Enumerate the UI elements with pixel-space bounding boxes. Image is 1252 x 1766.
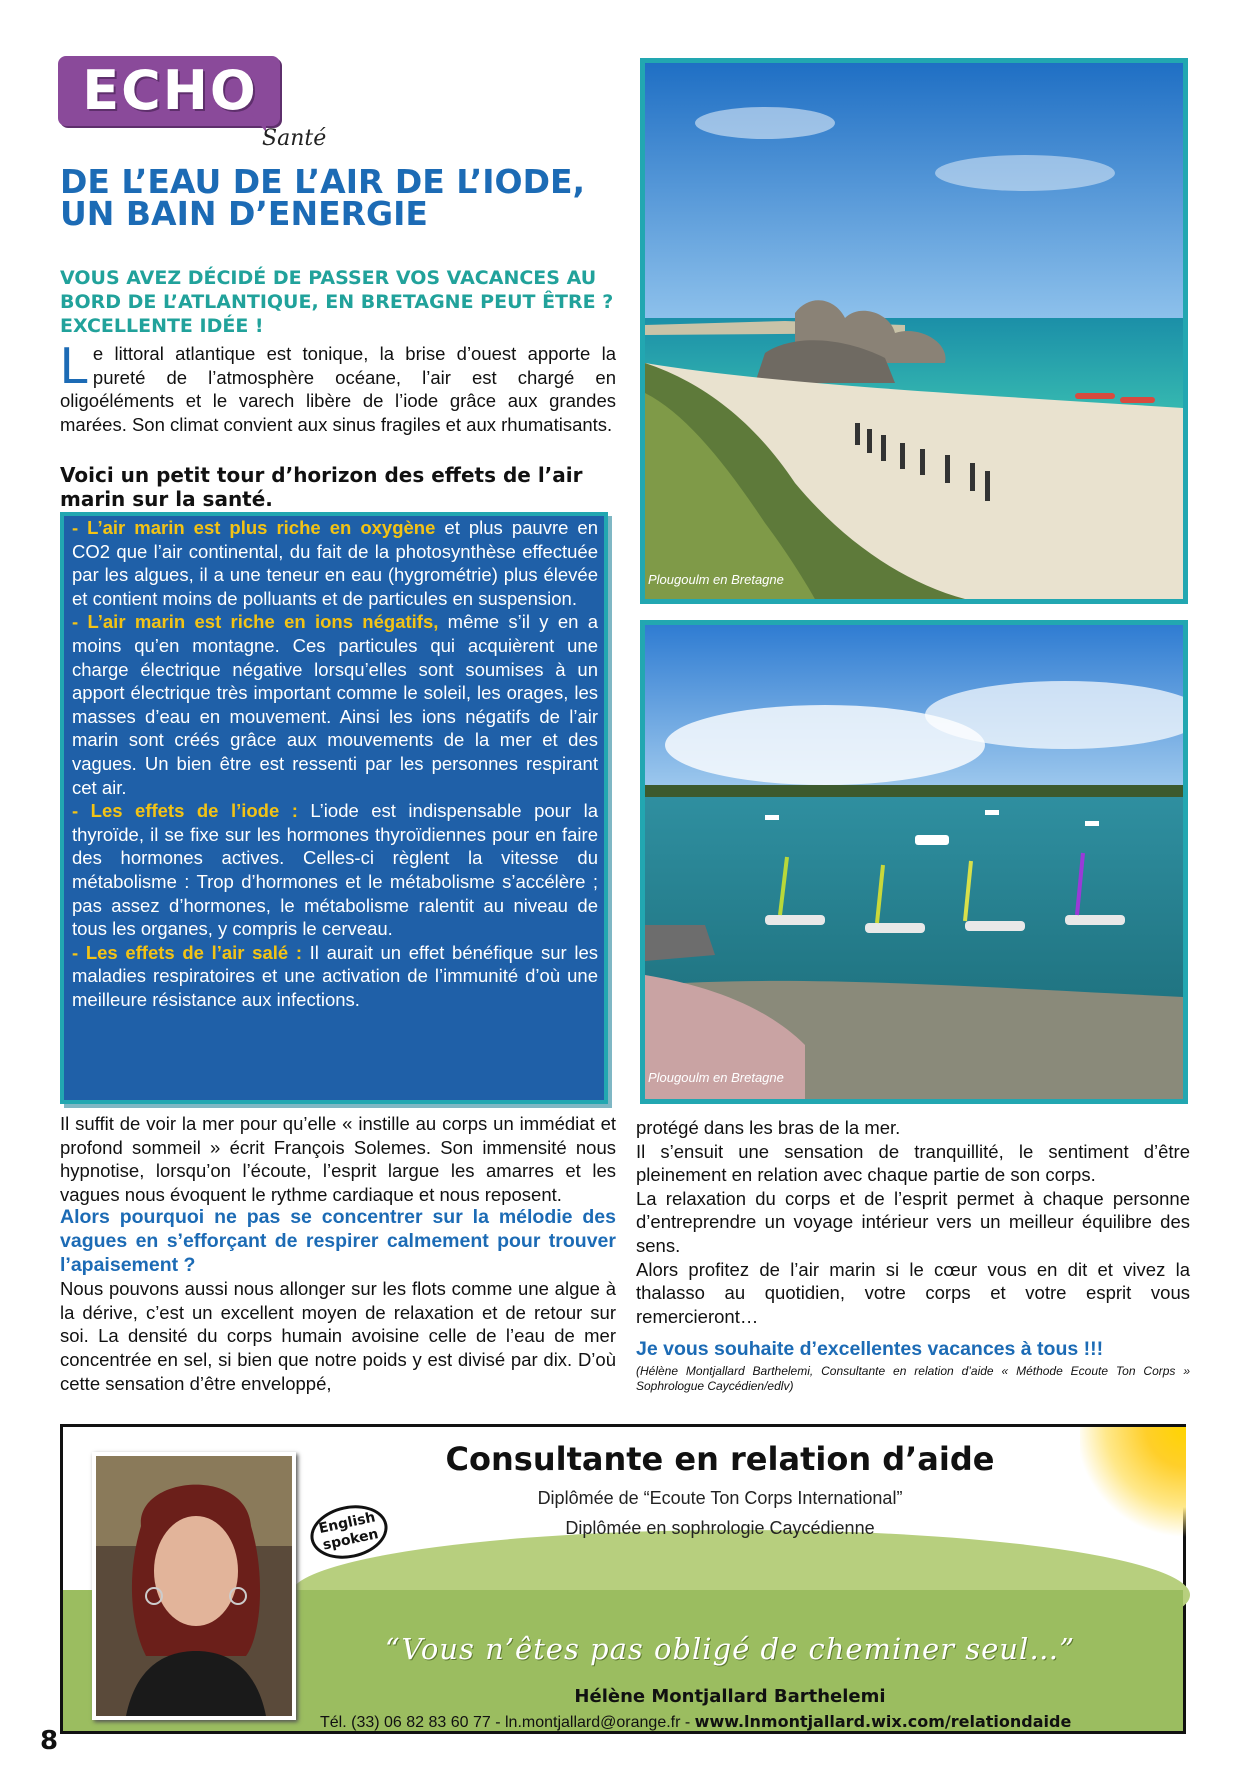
info-item-text: et plus pauvre en CO2 que l’air continental, du fait de la photosynthèse effectuée par les algues, il a une teneur en eau (hygrométrie) plus élevée et contient moins de polluants et de particules en suspension. xyxy=(72,517,598,609)
paragraph: Il s’ensuit une sensation de tranquillité, le sentiment d’être pleinement en relation avec chaque partie de son corps. xyxy=(636,1140,1190,1186)
info-item-heading: - Les effets de l’air salé : xyxy=(72,941,302,963)
portrait-illustration xyxy=(96,1456,292,1716)
question-heading: Alors pourquoi ne pas se concentrer sur la mélodie des vagues en s’efforçant de respirer calmement pour trouver l’apaisement ? xyxy=(60,1206,616,1276)
info-item-heading: - L’air marin est plus riche en oxygène xyxy=(72,517,436,538)
ad-contact-line xyxy=(320,1712,1180,1732)
info-item-sel xyxy=(72,941,598,1012)
phone-number: Tél. (33) 06 82 83 60 77 xyxy=(320,1714,491,1731)
info-item-text: même s’il y en a moins qu’en montagne. Ces particules qui acquièrent une charge électrique négative lorsqu’elles sont soumises à un apport électrique très important comme le soleil, les orages, les masses d’eau en mouvement. Ainsi les ions négatifs de l’air marin sont créés grâce aux mouvements de la mer et des vagues. Un bien être est ressenti par les personnes respirant cet air. xyxy=(72,611,598,798)
photo-caption: Plougoulm en Bretagne xyxy=(648,1070,784,1085)
ad-diploma-line: Diplômée de “Ecoute Ton Corps International” xyxy=(537,1488,903,1508)
article-title: DE L’EAU DE L’AIR DE L’IODE, UN BAIN D’ENERGIE xyxy=(60,162,586,233)
paragraph: Nous pouvons aussi nous allonger sur les flots comme une algue à la dérive, c’est un excellent moyen de relaxation et de retour sur soi. La densité du corps humain avoisine celle de l’eau de mer concentrée en sel, si bien que notre poids y est divisé par dix. D’où cette sensation d’être enveloppé, xyxy=(60,1278,616,1394)
ad-title: Consultante en relation d’aide xyxy=(445,1440,995,1478)
echo-logo-text: ECHO xyxy=(82,59,258,122)
beach-photo xyxy=(640,58,1188,604)
beach-photo-illustration xyxy=(645,63,1183,599)
drop-cap: L xyxy=(60,337,89,395)
info-box-content xyxy=(72,516,598,1011)
consultant-name: Hélène Montjallard Barthelemi xyxy=(574,1686,886,1707)
consultant-portrait xyxy=(92,1452,296,1720)
article-subtitle: VOUS AVEZ DÉCIDÉ DE PASSER VOS VACANCES AU BORD DE L’ATLANTIQUE, EN BRETAGNE PEUT ÊTRE ? EXCELLENTE IDÉE ! xyxy=(60,267,614,337)
paragraph: La relaxation du corps et de l’esprit permet à chaque personne d’entreprendre un voyage intérieur vers un meilleur équilibre des sens. xyxy=(636,1187,1190,1256)
separator: - xyxy=(680,1714,695,1731)
paragraph: Alors profitez de l’air marin si le cœur vous en dit et vivez la thalasso au quotidien, votre corps et votre esprit vous remercieront… xyxy=(636,1258,1190,1327)
intro-text: e littoral atlantique est tonique, la brise d’ouest apporte la pureté de l’atmosphère océane, l’air est chargé en oligoéléments et le varech libère de l’iode grâce aux grandes marées. Son climat convient aux sinus fragiles et aux rhumatisants. xyxy=(60,343,616,435)
section-label: Santé xyxy=(262,126,327,151)
info-item-ions xyxy=(72,610,598,799)
ad-diploma-line: Diplômée en sophrologie Caycédienne xyxy=(565,1518,875,1538)
website-link[interactable]: www.lnmontjallard.wix.com/relationdaide xyxy=(694,1712,1072,1731)
intro-paragraph xyxy=(60,337,616,436)
english-spoken-badge: English spoken xyxy=(305,1498,392,1565)
info-item-heading: - L’air marin est riche en ions négatifs, xyxy=(72,611,439,633)
right-column xyxy=(636,1116,1190,1394)
separator: - xyxy=(490,1714,505,1731)
page-number: 8 xyxy=(40,1726,59,1756)
info-item-iode xyxy=(72,799,598,941)
author-credit: (Hélène Montjallard Barthelemi, Consultante en relation d’aide « Méthode Ecoute Ton Corps » Sophrologue Caycédien/edlv) xyxy=(636,1363,1190,1393)
email-address[interactable]: ln.montjallard@orange.fr xyxy=(505,1714,681,1731)
closing-wish: Je vous souhaite d’excellentes vacances à tous !!! xyxy=(636,1338,1104,1361)
paragraph: Il suffit de voir la mer pour qu’elle « instille au corps un immédiat et profond sommeil » écrit François Solemes. Son immensité nous hypnotise, lorsqu’on l’écoute, l’esprit largue les amarres et les vagues nous évoquent le rythme cardiaque et nous reposent. xyxy=(60,1113,616,1205)
bay-photo xyxy=(640,620,1188,1104)
lead-bold-text: Voici un petit tour d’horizon des effets de l’air marin sur la santé. xyxy=(60,463,583,511)
ad-quote: “Vous n’êtes pas obligé de cheminer seul…” xyxy=(384,1632,1076,1666)
info-item-heading: - Les effets de l’iode : xyxy=(72,800,298,822)
sun-decoration xyxy=(1080,1427,1186,1577)
paragraph: protégé dans les bras de la mer. xyxy=(636,1117,901,1138)
photo-caption: Plougoulm en Bretagne xyxy=(648,572,784,587)
info-item-oxygen xyxy=(72,516,598,610)
info-item-text: L’iode est indispensable pour la thyroïde, il se fixe sur les hormones thyroïdiennes pour en faire des hormones actives. Celles-ci règlent la vitesse du métabolisme : Trop d’hormones et le métabolisme s’accélère ; pas assez d’hormones, le métabolisme ralentit au niveau de tous les organes, y compris le cerveau. xyxy=(72,800,598,940)
left-column xyxy=(60,1112,616,1395)
bay-photo-illustration xyxy=(645,625,1183,1099)
info-item-text: Il aurait un effet bénéfique sur les maladies respiratoires et une activation de l’immunité d’où une meilleure résistance aux infections. xyxy=(72,941,598,1010)
